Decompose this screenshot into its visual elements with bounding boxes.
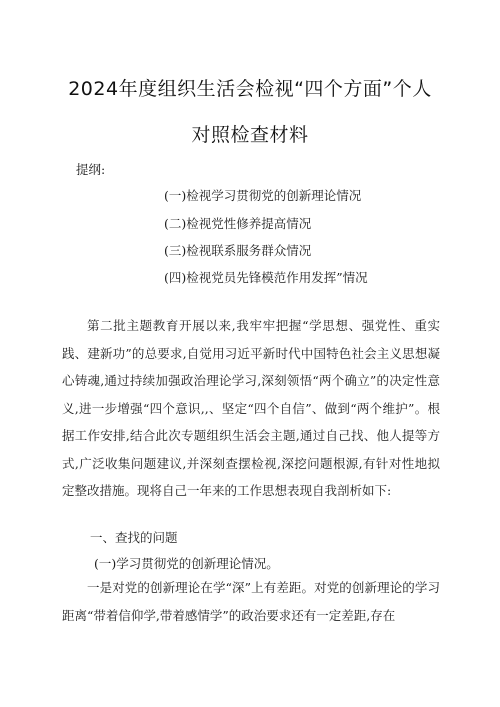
document-title-line-1: 2024年度组织生活会检视“四个方面”个人 [68,78,432,100]
outline-item-4: (四)检视党员先锋模范作用发挥”情况 [164,270,368,285]
section-heading: 一、查找的问题 [90,530,178,545]
outline-item-2: (二)检视党性修养提高情况 [164,216,312,231]
outline-label: 提纲: [76,162,106,177]
outline-item-1: (一)检视学习贯彻党的创新理论情况 [164,188,362,203]
body-paragraph: 一是对党的创新理论在学“深”上有差距。对党的创新理论的学习距离“带着信仰学,带着感情学”的政治要求还有一定差距,存在 [62,580,440,623]
outline-item-3: (三)检视联系服务群众情况 [164,243,312,258]
document-title-line-2: 对照检查材料 [191,124,309,146]
intro-paragraph: 第二批主题教育开展以来,我牢牢把握“学思想、强党性、重实践、建新功”的总要求,自觉用习近平新时代中国特色社会主义思想凝心铸魂,通过持续加强政治理论学习,深刻领悟“两个确立”的决定性意义,进一步增强“四个意识,,、坚定“四个自信”、做到“两个维护”。根据工作安排,结合此次专题组织生活会主题,通过自己找、他人提等方式,广泛收集问题建议,并深刻查摆检视,深挖问题根源,有针对性地拟定整改措施。现将自己一年来的工作思想表现自我剖析如下: [62,318,440,498]
subsection-heading: (一)学习贯彻党的创新理论情况。 [94,556,279,571]
